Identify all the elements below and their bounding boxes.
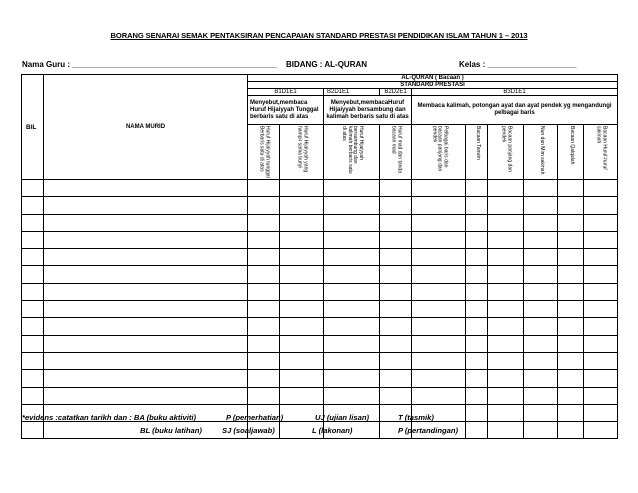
evidence-code: P (pemerhatian)	[226, 413, 284, 422]
assessment-cell[interactable]	[558, 318, 584, 335]
assessment-cell[interactable]	[524, 197, 558, 214]
assessment-cell[interactable]	[524, 301, 558, 318]
assessment-cell[interactable]	[324, 370, 380, 387]
assessment-cell[interactable]	[324, 318, 380, 335]
student-name-cell[interactable]	[44, 197, 248, 214]
assessment-cell[interactable]	[324, 266, 380, 283]
assessment-cell[interactable]	[524, 266, 558, 283]
assessment-cell[interactable]	[412, 180, 466, 197]
assessment-cell[interactable]	[584, 180, 618, 197]
assessment-cell[interactable]	[280, 370, 324, 387]
assessment-cell[interactable]	[488, 214, 524, 231]
assessment-cell[interactable]	[524, 249, 558, 266]
assessment-cell[interactable]	[558, 301, 584, 318]
assessment-cell[interactable]	[488, 283, 524, 300]
student-name-cell[interactable]	[44, 283, 248, 300]
criteria-column-header	[412, 125, 466, 180]
assessment-cell[interactable]	[488, 266, 524, 283]
assessment-cell[interactable]	[380, 249, 412, 266]
student-row	[22, 266, 618, 283]
student-name-header: NAMA MURID	[44, 75, 248, 180]
checklist-table	[21, 74, 618, 439]
band-header: B2D1E1	[324, 89, 380, 96]
assessment-cell[interactable]	[380, 318, 412, 335]
assessment-cell[interactable]	[558, 335, 584, 352]
assessment-cell[interactable]	[280, 266, 324, 283]
bil-cell[interactable]	[22, 301, 44, 318]
assessment-cell[interactable]	[584, 249, 618, 266]
assessment-cell[interactable]	[324, 387, 380, 404]
assessment-cell[interactable]	[558, 266, 584, 283]
assessment-cell[interactable]	[584, 231, 618, 248]
bil-cell[interactable]	[22, 387, 44, 404]
assessment-cell[interactable]	[524, 352, 558, 369]
assessment-cell[interactable]	[248, 266, 280, 283]
assessment-cell[interactable]	[248, 180, 280, 197]
assessment-cell[interactable]	[324, 180, 380, 197]
assessment-cell[interactable]	[558, 231, 584, 248]
assessment-cell[interactable]	[412, 301, 466, 318]
criteria-label: Pelbagai baris dan bacaan panjang dan pendek	[430, 126, 448, 172]
bil-cell[interactable]	[22, 180, 44, 197]
assessment-cell[interactable]	[280, 318, 324, 335]
assessment-cell[interactable]	[524, 422, 558, 439]
assessment-cell[interactable]	[380, 180, 412, 197]
evidence-code: P (pertandingan)	[398, 426, 459, 435]
assessment-cell[interactable]	[488, 180, 524, 197]
assessment-cell[interactable]	[524, 318, 558, 335]
student-row	[22, 214, 618, 231]
assessment-cell[interactable]	[488, 318, 524, 335]
student-row	[22, 180, 618, 197]
criteria-label: Huruf Hijaiyyah bersambung dan kalimah berbaris satu di atas	[340, 126, 364, 174]
assessment-cell[interactable]	[488, 197, 524, 214]
criteria-label: Bacaan Qalqalah	[568, 126, 575, 165]
assessment-cell[interactable]	[524, 231, 558, 248]
student-row	[22, 335, 618, 352]
bil-cell[interactable]	[22, 283, 44, 300]
assessment-cell[interactable]	[558, 197, 584, 214]
assessment-cell[interactable]	[558, 180, 584, 197]
assessment-cell[interactable]	[466, 214, 488, 231]
assessment-cell[interactable]	[558, 352, 584, 369]
assessment-cell[interactable]	[248, 231, 280, 248]
assessment-cell[interactable]	[248, 335, 280, 352]
class-field: Kelas : ____________________	[459, 60, 577, 69]
evidence-code: L (lakonan)	[312, 426, 353, 435]
student-name-cell[interactable]	[44, 318, 248, 335]
assessment-cell[interactable]	[412, 370, 466, 387]
assessment-cell[interactable]	[466, 249, 488, 266]
bil-cell[interactable]	[22, 266, 44, 283]
assessment-cell[interactable]	[488, 335, 524, 352]
criteria-column-header	[280, 125, 324, 180]
assessment-cell[interactable]	[380, 352, 412, 369]
assessment-cell[interactable]	[280, 197, 324, 214]
assessment-cell[interactable]	[412, 352, 466, 369]
assessment-cell[interactable]	[412, 335, 466, 352]
assessment-cell[interactable]	[488, 249, 524, 266]
criteria-label: Huruf Hijaiyyah yang hampir sama bunyi	[296, 126, 309, 173]
criteria-label: Huruf Hijaiyyah tunggal Berbaris satu di atas	[258, 126, 271, 178]
bil-cell[interactable]	[22, 422, 44, 439]
bil-cell[interactable]	[22, 231, 44, 248]
student-name-cell[interactable]	[44, 335, 248, 352]
criteria-label: Bacaan Huruf-huruf sakinah	[595, 126, 608, 170]
assessment-cell[interactable]	[280, 352, 324, 369]
student-row	[22, 301, 618, 318]
assessment-cell[interactable]	[524, 404, 558, 421]
assessment-cell[interactable]	[248, 283, 280, 300]
student-name-cell[interactable]	[44, 180, 248, 197]
assessment-cell[interactable]	[584, 335, 618, 352]
assessment-cell[interactable]	[248, 197, 280, 214]
assessment-cell[interactable]	[248, 214, 280, 231]
assessment-cell[interactable]	[584, 422, 618, 439]
student-row	[22, 283, 618, 300]
student-row	[22, 318, 618, 335]
assessment-cell[interactable]	[466, 231, 488, 248]
assessment-cell[interactable]	[412, 318, 466, 335]
assessment-cell[interactable]	[584, 214, 618, 231]
assessment-cell[interactable]	[248, 318, 280, 335]
assessment-cell[interactable]	[488, 370, 524, 387]
assessment-cell[interactable]	[524, 180, 558, 197]
assessment-cell[interactable]	[466, 197, 488, 214]
evidence-code: BL (buku latihan)	[140, 426, 202, 435]
student-name-cell[interactable]	[44, 249, 248, 266]
bil-cell[interactable]	[22, 249, 44, 266]
bil-cell[interactable]	[22, 370, 44, 387]
assessment-cell[interactable]	[558, 387, 584, 404]
evidence-code: UJ (ujian lisan)	[315, 413, 370, 422]
assessment-cell[interactable]	[380, 266, 412, 283]
criteria-column-header	[324, 125, 380, 180]
evidence-note: *evidens :catatkan tarikh dan : BA (buku aktiviti)	[22, 413, 196, 422]
student-name-cell[interactable]	[44, 370, 248, 387]
assessment-cell[interactable]	[412, 387, 466, 404]
criteria-column-header	[248, 125, 280, 180]
assessment-cell[interactable]	[584, 266, 618, 283]
assessment-cell[interactable]	[488, 422, 524, 439]
assessment-cell[interactable]	[380, 335, 412, 352]
criteria-column-header	[584, 125, 618, 180]
assessment-cell[interactable]	[466, 318, 488, 335]
assessment-cell[interactable]	[412, 283, 466, 300]
assessment-cell[interactable]	[584, 370, 618, 387]
assessment-cell[interactable]	[280, 180, 324, 197]
assessment-cell[interactable]	[412, 197, 466, 214]
criteria-column-header	[380, 125, 412, 180]
assessment-cell[interactable]	[324, 214, 380, 231]
assessment-cell[interactable]	[466, 370, 488, 387]
assessment-cell[interactable]	[248, 352, 280, 369]
assessment-cell[interactable]	[380, 283, 412, 300]
assessment-cell[interactable]	[412, 231, 466, 248]
assessment-cell[interactable]	[280, 283, 324, 300]
assessment-cell[interactable]	[524, 214, 558, 231]
assessment-cell[interactable]	[558, 249, 584, 266]
assessment-cell[interactable]	[466, 387, 488, 404]
band-descriptor: Membaca kalimah, potongan ayat dan ayat pendek yg mengandungi pelbagai baris	[412, 96, 618, 125]
criteria-column-header	[488, 125, 524, 180]
assessment-cell[interactable]	[248, 387, 280, 404]
criteria-column-header	[524, 125, 558, 180]
criteria-label: Bacaan panjang dan pendek	[500, 126, 513, 172]
assessment-cell[interactable]	[412, 249, 466, 266]
student-row	[22, 352, 618, 369]
assessment-cell[interactable]	[584, 404, 618, 421]
evidence-code: T (tasmik)	[398, 413, 434, 422]
assessment-cell[interactable]	[466, 283, 488, 300]
assessment-cell[interactable]	[584, 352, 618, 369]
assessment-cell[interactable]	[584, 387, 618, 404]
band-header: B3D1E1	[412, 89, 618, 96]
bil-cell[interactable]	[22, 352, 44, 369]
assessment-cell[interactable]	[466, 422, 488, 439]
assessment-cell[interactable]	[324, 231, 380, 248]
band-header: B1D1E1	[248, 89, 324, 96]
assessment-cell[interactable]	[524, 387, 558, 404]
criteria-column-header	[558, 125, 584, 180]
student-name-cell[interactable]	[44, 231, 248, 248]
assessment-cell[interactable]	[380, 387, 412, 404]
assessment-cell[interactable]	[280, 301, 324, 318]
assessment-cell[interactable]	[466, 180, 488, 197]
student-row	[22, 231, 618, 248]
assessment-cell[interactable]	[488, 404, 524, 421]
student-name-cell[interactable]	[44, 352, 248, 369]
student-row	[22, 249, 618, 266]
assessment-cell[interactable]	[584, 283, 618, 300]
assessment-cell[interactable]	[280, 387, 324, 404]
student-row	[22, 387, 618, 404]
criteria-label: Nun dan Mim sakinah	[538, 126, 545, 175]
student-name-cell[interactable]	[44, 387, 248, 404]
form-title: BORANG SENARAI SEMAK PENTAKSIRAN PENCAPAIAN STANDARD PRESTASI PENDIDIKAN ISLAM TAHUN 1 – 2013	[110, 31, 528, 40]
assessment-cell[interactable]	[280, 335, 324, 352]
field-label: BIDANG : AL-QURAN	[286, 60, 368, 69]
criteria-label: Bacaan Tanwin	[474, 126, 481, 160]
bil-cell[interactable]	[22, 318, 44, 335]
assessment-cell[interactable]	[488, 301, 524, 318]
evidence-code: SJ (soaljawab)	[222, 426, 275, 435]
assessment-cell[interactable]	[380, 370, 412, 387]
assessment-cell[interactable]	[558, 214, 584, 231]
assessment-cell[interactable]	[466, 404, 488, 421]
assessment-cell[interactable]	[324, 197, 380, 214]
assessment-cell[interactable]	[584, 318, 618, 335]
assessment-cell[interactable]	[524, 335, 558, 352]
assessment-cell[interactable]	[466, 352, 488, 369]
assessment-cell[interactable]	[280, 214, 324, 231]
assessment-cell[interactable]	[280, 249, 324, 266]
assessment-cell[interactable]	[248, 370, 280, 387]
assessment-cell[interactable]	[248, 301, 280, 318]
assessment-cell[interactable]	[488, 387, 524, 404]
assessment-cell[interactable]	[324, 249, 380, 266]
main-header: AL-QURAN ( Bacaan )	[248, 75, 618, 82]
assessment-cell[interactable]	[280, 231, 324, 248]
student-name-cell[interactable]	[44, 266, 248, 283]
student-row	[22, 197, 618, 214]
criteria-label: Huruf mad dan tanda bacaan mad	[390, 126, 403, 173]
assessment-cell[interactable]	[324, 301, 380, 318]
assessment-cell[interactable]	[412, 266, 466, 283]
bil-cell[interactable]	[22, 335, 44, 352]
bil-header: BIL	[22, 75, 44, 180]
teacher-name-field: Nama Guru : ______________________________________________	[22, 60, 277, 69]
student-row	[22, 370, 618, 387]
assessment-cell[interactable]	[380, 197, 412, 214]
assessment-cell[interactable]	[380, 231, 412, 248]
assessment-cell[interactable]	[324, 352, 380, 369]
bil-cell[interactable]	[22, 214, 44, 231]
assessment-cell[interactable]	[488, 231, 524, 248]
assessment-cell[interactable]	[558, 404, 584, 421]
assessment-cell[interactable]	[558, 283, 584, 300]
assessment-cell[interactable]	[248, 249, 280, 266]
assessment-cell[interactable]	[412, 214, 466, 231]
assessment-cell[interactable]	[558, 422, 584, 439]
criteria-column-header	[466, 125, 488, 180]
student-name-cell[interactable]	[44, 301, 248, 318]
band-descriptor: Menyebut,membacaHuruf Hijaiyyah bersambung dan kalimah berbaris satu di atas	[324, 96, 412, 125]
assessment-cell[interactable]	[466, 266, 488, 283]
assessment-cell[interactable]	[466, 301, 488, 318]
assessment-cell[interactable]	[488, 352, 524, 369]
assessment-cell[interactable]	[524, 370, 558, 387]
assessment-cell[interactable]	[380, 214, 412, 231]
band-descriptor: Menyebut,membaca Huruf Hijaiyyah Tunggal berbaris satu di atas	[248, 96, 324, 125]
assessment-cell[interactable]	[584, 301, 618, 318]
assessment-cell[interactable]	[558, 370, 584, 387]
student-name-cell[interactable]	[44, 214, 248, 231]
assessment-cell[interactable]	[324, 283, 380, 300]
performance-standard-header: STANDARD PRESTASI	[248, 82, 618, 89]
assessment-cell[interactable]	[524, 283, 558, 300]
assessment-cell[interactable]	[380, 301, 412, 318]
bil-cell[interactable]	[22, 197, 44, 214]
assessment-cell[interactable]	[584, 197, 618, 214]
assessment-cell[interactable]	[466, 335, 488, 352]
assessment-cell[interactable]	[324, 335, 380, 352]
band-header: B2D2E1	[380, 89, 412, 96]
